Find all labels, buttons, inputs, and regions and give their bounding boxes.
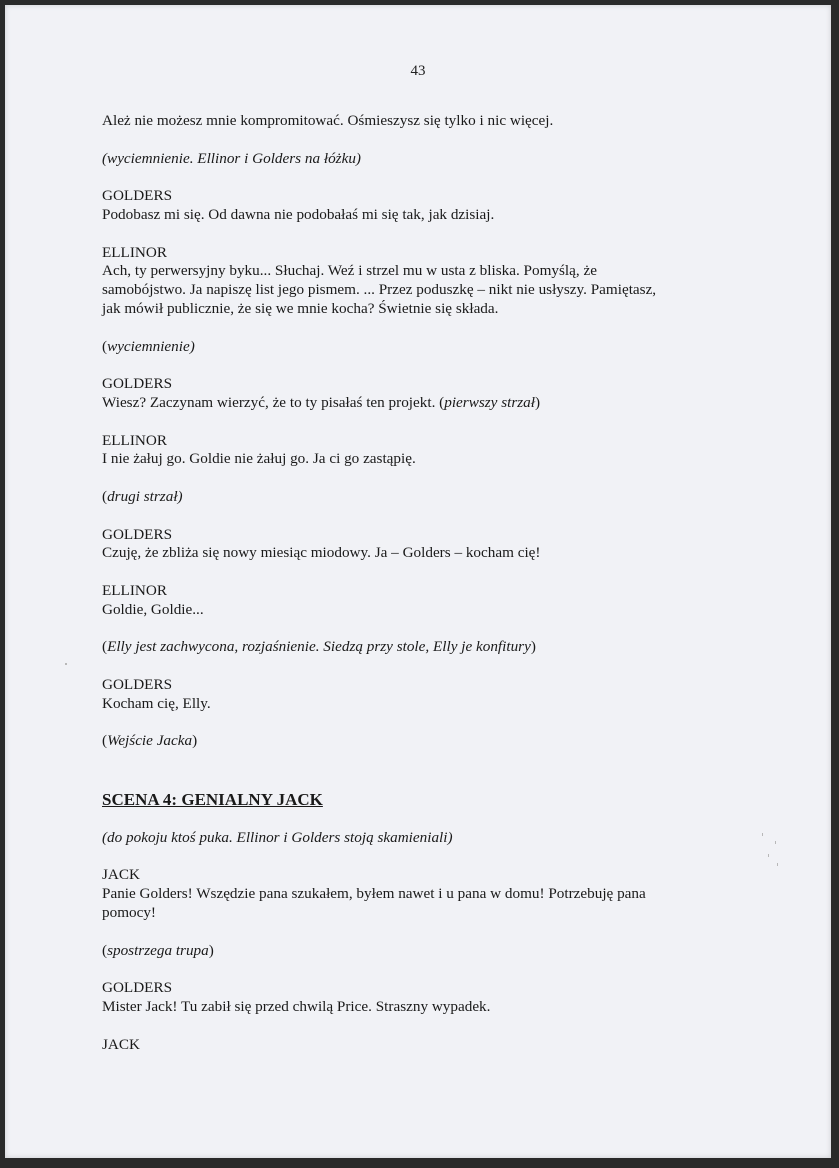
dialogue-block [102,582,717,620]
dialogue-text: Goldie, Goldie... [102,600,204,618]
dialogue-text: jak mówił publicznie, że się we mnie kocha? Świetnie się składa. [102,299,499,317]
speaker-name: JACK [102,866,140,884]
dialogue-block [102,432,717,470]
speaker-name: ELLINOR [102,581,167,599]
stage-direction-paren: ) [530,638,536,656]
document-page [5,5,831,1158]
dialogue-block [102,979,717,1017]
stage-direction-paren: ( [102,732,108,750]
dialogue-text: Kocham cię, Elly. [102,694,211,712]
scan-speck [762,833,763,836]
stage-direction [102,638,717,657]
dialogue-text: samobójstwo. Ja napiszę list jego pismem. ... Przez poduszkę – nikt nie usłyszy. Pamiętasz, [102,281,657,299]
stage-direction-paren: ( [102,487,108,505]
dialogue-block [102,375,717,413]
stage-direction-paren: ( [102,638,108,656]
stage-direction [102,338,717,357]
dialogue-text: Wiesz? Zaczynam wierzyć, że to ty pisałaś ten projekt. ( [102,393,445,411]
speaker-name: GOLDERS [102,979,173,997]
dialogue-block [102,526,717,564]
scan-speck [65,663,67,665]
dialogue-text: Ach, ty perwersyjny byku... Słuchaj. Weź i strzel mu w usta z bliska. Pomyślą, że [102,262,597,280]
speaker-name: GOLDERS [102,187,173,205]
scan-speck [777,863,778,866]
scan-speck [768,854,769,857]
stage-direction-paren: ( [102,337,108,355]
dialogue-text: Panie Golders! Wszędzie pana szukałem, byłem nawet i u pana w domu! Potrzebuję pana [102,885,646,903]
stage-direction-paren: ( [102,941,108,959]
speaker-name: JACK [102,1035,140,1053]
inline-stage-direction: pierwszy strzał [444,393,535,411]
dialogue-text: pomocy! [102,904,156,922]
stage-direction-paren: ) [534,393,541,411]
dialogue-text: Podobasz mi się. Od dawna nie podobałaś mi się tak, jak dzisiaj. [102,205,495,223]
speaker-name: ELLINOR [102,431,167,449]
dialogue-text: Czuję, że zbliża się nowy miesiąc miodowy. Ja – Golders – kocham cię! [102,544,541,562]
scan-speck [775,841,776,844]
dialogue-block [102,187,717,225]
stage-direction-text: Elly jest zachwycona, rozjaśnienie. Siedzą przy stole, Elly je konfitury [107,638,531,656]
speaker-name: GOLDERS [102,525,173,543]
page-number: 43 [410,63,426,79]
stage-direction-paren: ) [208,941,214,959]
dialogue-text: I nie żałuj go. Goldie nie żałuj go. Ja ci go zastąpię. [102,450,416,468]
stage-direction [102,942,717,961]
stage-direction-text: wyciemnienie) [107,337,195,355]
script-content [102,112,717,1073]
stage-direction-text: Wejście Jacka [107,732,193,750]
stage-direction [102,732,717,751]
dialogue-block [102,1036,717,1055]
stage-direction-text: (wyciemnienie. Ellinor i Golders na łóżku) [102,149,361,167]
dialogue-block [102,866,717,922]
speaker-name: ELLINOR [102,243,167,261]
stage-direction [102,829,717,848]
dialogue-line [102,112,717,131]
dialogue-text: Ależ nie możesz mnie kompromitować. Ośmieszysz się tylko i nic więcej. [102,112,554,129]
dialogue-text: Mister Jack! Tu zabił się przed chwilą Price. Straszny wypadek. [102,998,491,1016]
stage-direction [102,150,717,169]
stage-direction-text: (do pokoju ktoś puka. Ellinor i Golders stoją skamieniali) [102,828,453,846]
speaker-name: GOLDERS [102,375,173,393]
stage-direction-text: drugi strzał) [107,487,183,505]
stage-direction-text: spostrzega trupa [107,941,209,959]
stage-direction-paren: ) [192,732,198,750]
speaker-name: GOLDERS [102,675,173,693]
dialogue-block [102,676,717,714]
scene-heading: SCENA 4: GENIALNY JACK [102,790,323,810]
stage-direction [102,488,717,507]
dialogue-block [102,244,717,319]
